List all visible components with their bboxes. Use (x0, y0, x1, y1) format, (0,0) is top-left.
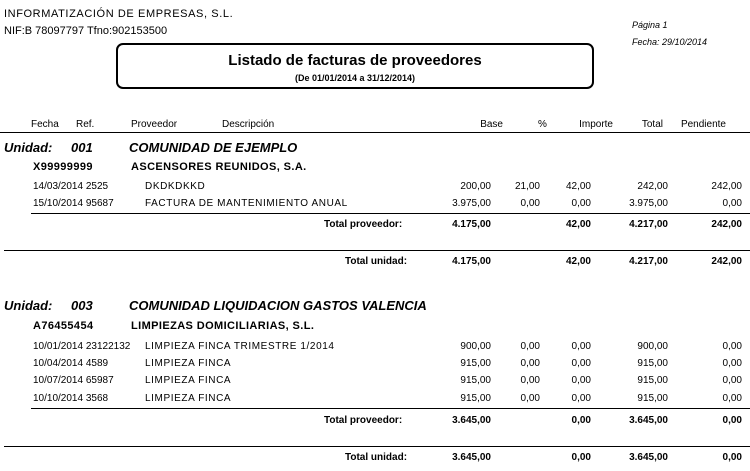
row-pendiente: 0,00 (722, 198, 742, 209)
row-importe: 0,00 (571, 358, 591, 369)
report-period: (De 01/01/2014 a 31/12/2014) (294, 73, 416, 83)
page-number: Página 1 (632, 20, 668, 30)
row-total: 915,00 (637, 358, 668, 369)
row-pendiente: 0,00 (722, 341, 742, 352)
row-pct: 21,00 (514, 181, 540, 192)
unit-total-row (0, 256, 750, 272)
row-total: 915,00 (637, 375, 668, 386)
table-row (0, 375, 750, 391)
unit-name: COMUNIDAD LIQUIDACION GASTOS VALENCIA (129, 298, 427, 313)
row-description: LIMPIEZA FINCA (145, 393, 232, 404)
row-date-ref: 10/04/2014 4589 (33, 358, 109, 369)
provider-total-importe: 42,00 (565, 219, 591, 230)
provider-code: X99999999 (33, 161, 93, 173)
row-description: LIMPIEZA FINCA (145, 375, 232, 386)
row-pct: 0,00 (520, 358, 540, 369)
provider-total-base: 3.645,00 (452, 415, 491, 426)
row-importe: 0,00 (571, 375, 591, 386)
row-date-ref: 14/03/2014 2525 (33, 181, 109, 192)
unit-total-base: 3.645,00 (452, 452, 491, 463)
unit-total-total: 3.645,00 (629, 452, 668, 463)
provider-total-label: Total proveedor: (324, 415, 403, 426)
table-row (0, 341, 750, 357)
provider-total-pendiente: 242,00 (711, 219, 742, 230)
unit-code: 001 (71, 140, 93, 155)
unit-total-base: 4.175,00 (452, 256, 491, 267)
row-date-ref: 10/01/2014 23122132 (33, 341, 131, 352)
row-base: 915,00 (460, 393, 491, 404)
company-nif-phone: NIF:B 78097797 Tfno:902153500 (4, 25, 168, 37)
col-pct: % (538, 119, 547, 130)
row-description: DKDKDKKD (145, 181, 206, 192)
col-descripcion: Descripción (222, 119, 275, 130)
provider-total-row (0, 219, 750, 235)
row-importe: 0,00 (571, 393, 591, 404)
row-pendiente: 0,00 (722, 358, 742, 369)
row-pct: 0,00 (520, 341, 540, 352)
unit-code: 003 (71, 298, 93, 313)
col-fecha: Fecha (31, 119, 59, 130)
row-total: 915,00 (637, 393, 668, 404)
unit-label: Unidad: (4, 140, 53, 155)
row-pct: 0,00 (520, 393, 540, 404)
title-box (116, 43, 594, 89)
table-row (0, 393, 750, 409)
unit-total-total: 4.217,00 (629, 256, 668, 267)
col-importe: Importe (579, 119, 613, 130)
report-title: Listado de facturas de proveedores (228, 52, 482, 69)
row-description: LIMPIEZA FINCA TRIMESTRE 1/2014 (145, 341, 335, 352)
row-pct: 0,00 (520, 375, 540, 386)
company-name: INFORMATIZACIÓN DE EMPRESAS, S.L. (4, 8, 234, 20)
unit-label: Unidad: (4, 298, 53, 313)
unit-total-label: Total unidad: (345, 452, 408, 463)
col-pendiente: Pendiente (680, 119, 726, 130)
row-pendiente: 0,00 (722, 393, 742, 404)
provider-rule (31, 213, 750, 214)
row-date-ref: 10/10/2014 3568 (33, 393, 109, 404)
table-row (0, 198, 750, 214)
row-base: 200,00 (460, 181, 491, 192)
row-pendiente: 0,00 (722, 375, 742, 386)
row-total: 242,00 (637, 181, 668, 192)
provider-rule (31, 408, 750, 409)
table-row (0, 358, 750, 374)
row-date-ref: 15/10/2014 95687 (33, 198, 114, 209)
report-date: Fecha: 29/10/2014 (632, 37, 708, 47)
row-pct: 0,00 (520, 198, 540, 209)
row-total: 900,00 (637, 341, 668, 352)
row-date-ref: 10/07/2014 65987 (33, 375, 114, 386)
row-description: LIMPIEZA FINCA (145, 358, 232, 369)
provider-name: ASCENSORES REUNIDOS, S.A. (131, 161, 307, 173)
row-base: 915,00 (460, 375, 491, 386)
row-total: 3.975,00 (629, 198, 668, 209)
provider-total-pendiente: 0,00 (722, 415, 742, 426)
col-proveedor: Proveedor (131, 119, 178, 130)
unit-total-pendiente: 0,00 (722, 452, 742, 463)
row-importe: 0,00 (571, 198, 591, 209)
row-pendiente: 242,00 (711, 181, 742, 192)
provider-total-total: 4.217,00 (629, 219, 668, 230)
provider-total-row (0, 415, 750, 431)
provider-total-label: Total proveedor: (324, 219, 403, 230)
unit-rule (4, 446, 750, 447)
provider-total-base: 4.175,00 (452, 219, 491, 230)
unit-total-row (0, 452, 750, 468)
header-rule (0, 132, 750, 133)
unit-total-importe: 0,00 (571, 452, 591, 463)
col-ref: Ref. (76, 119, 95, 130)
unit-rule (4, 250, 750, 251)
unit-name: COMUNIDAD DE EJEMPLO (129, 140, 298, 155)
row-base: 3.975,00 (452, 198, 491, 209)
unit-total-importe: 42,00 (565, 256, 591, 267)
col-base: Base (480, 119, 503, 130)
row-base: 900,00 (460, 341, 491, 352)
provider-total-total: 3.645,00 (629, 415, 668, 426)
provider-total-importe: 0,00 (571, 415, 591, 426)
col-total: Total (641, 119, 663, 130)
unit-total-pendiente: 242,00 (711, 256, 742, 267)
row-importe: 0,00 (571, 341, 591, 352)
table-row (0, 181, 750, 197)
row-importe: 42,00 (565, 181, 591, 192)
unit-total-label: Total unidad: (345, 256, 408, 267)
row-base: 915,00 (460, 358, 491, 369)
provider-name: LIMPIEZAS DOMICILIARIAS, S.L. (131, 320, 315, 332)
provider-code: A76455454 (33, 320, 94, 332)
row-description: FACTURA DE MANTENIMIENTO ANUAL (145, 198, 348, 209)
